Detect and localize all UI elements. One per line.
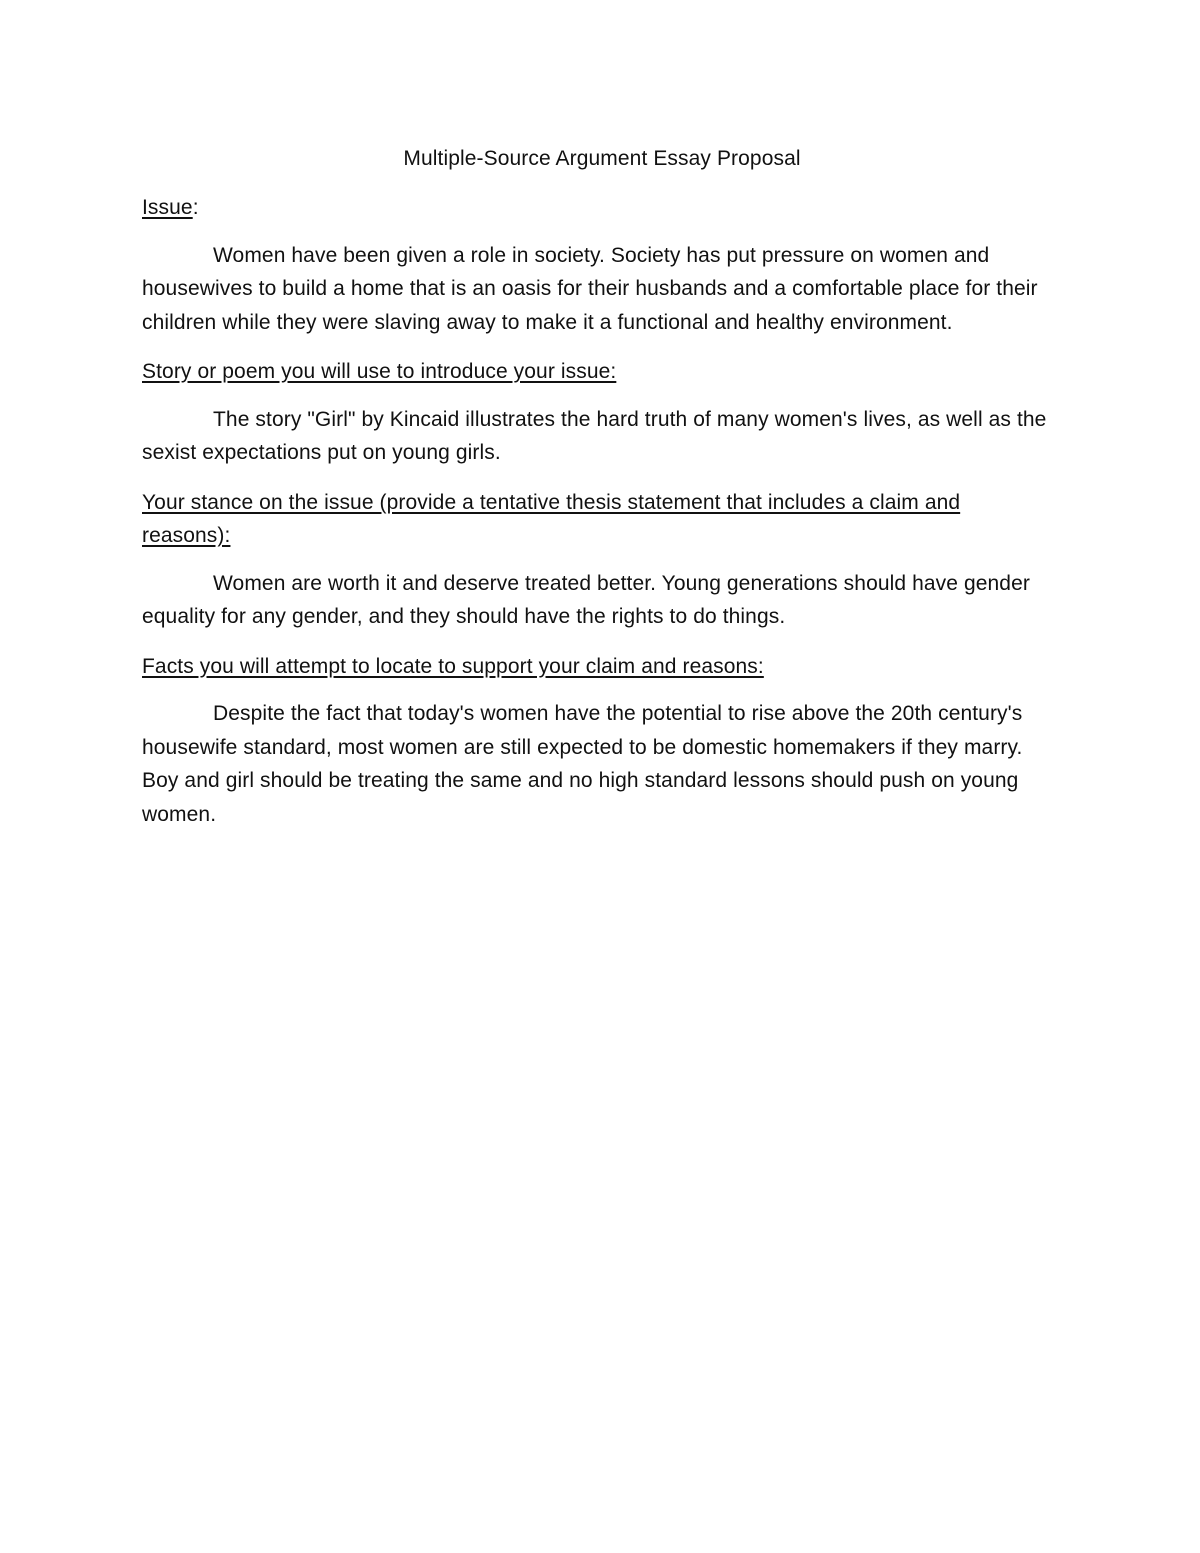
story-heading: Story or poem you will use to introduce your issue: bbox=[142, 360, 617, 383]
document-title: Multiple-Source Argument Essay Proposal bbox=[403, 147, 801, 170]
stance-heading: Your stance on the issue (provide a tentative thesis statement that includes a claim and reasons): bbox=[142, 490, 961, 547]
story-body: The story "Girl" by Kincaid illustrates the hard truth of many women's lives, as well as the sexist expectations put on young girls. bbox=[142, 407, 1047, 464]
issue-label-colon: : bbox=[192, 196, 199, 219]
issue-heading bbox=[142, 191, 1062, 225]
facts-heading: Facts you will attempt to locate to support your claim and reasons: bbox=[142, 654, 764, 678]
issue-body: Women have been given a role in society. Society has put pressure on women and housewives to build a home that is an oasis for their husbands and a comfortable place for their children while they were slaving away to make it a functional and healthy environment. bbox=[142, 243, 1038, 334]
document-content bbox=[142, 141, 1062, 847]
issue-label: Issue bbox=[142, 196, 193, 219]
facts-body: Despite the fact that today's women have the potential to rise above the 20th century's housewife standard, most women are still expected to be domestic homemakers if they marry. Boy and girl should be treating the same and no high standard lessons should push on young women. bbox=[142, 702, 1023, 826]
stance-body: Women are worth it and deserve treated better. Young generations should have gender equality for any gender, and they should have the rights to do things. bbox=[142, 571, 1030, 628]
